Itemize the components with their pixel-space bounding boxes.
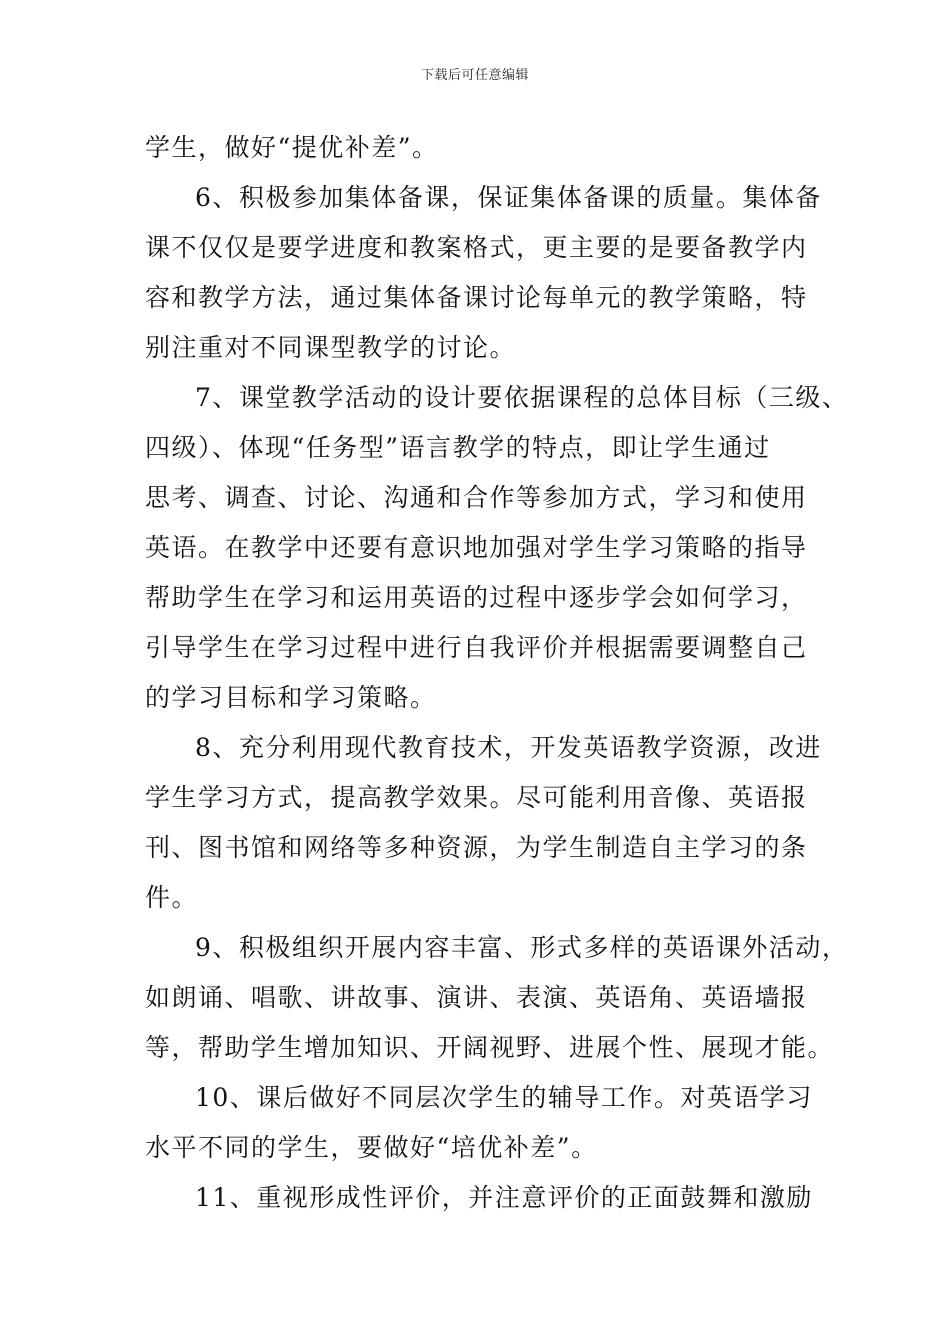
text-line: 等，帮助学生增加知识、开阔视野、进展个性、展现才能。 xyxy=(145,1033,835,1062)
text-line: 引导学生在学习过程中进行自我评价并根据需要调整自己 xyxy=(145,633,808,662)
text-line: 四级）、体现“任务型”语言教学的特点，即让学生通过 xyxy=(145,433,771,462)
text-line: 如朗诵、唱歌、讲故事、演讲、表演、英语角、英语墙报 xyxy=(145,983,808,1012)
text-line: 别注重对不同课型教学的讨论。 xyxy=(145,333,517,362)
text-line: 学生学习方式，提高教学效果。尽可能利用音像、英语报 xyxy=(145,783,808,812)
text-line: 10、课后做好不同层次学生的辅导工作。对英语学习 xyxy=(195,1083,813,1112)
text-line: 7、课堂教学活动的设计要依据课程的总体目标（三级、 xyxy=(195,383,849,412)
text-line: 8、充分利用现代教育技术，开发英语教学资源，改进 xyxy=(195,733,822,762)
text-line: 刊、图书馆和网络等多种资源，为学生制造自主学习的条 xyxy=(145,833,808,862)
text-line: 英语。在教学中还要有意识地加强对学生学习策略的指导 xyxy=(145,533,808,562)
text-line: 9、积极组织开展内容丰富、形式多样的英语课外活动， xyxy=(195,933,849,962)
text-line: 6、积极参加集体备课，保证集体备课的质量。集体备 xyxy=(195,183,822,212)
text-line: 件。 xyxy=(145,883,199,912)
header-note: 下载后可任意编辑 xyxy=(420,68,529,83)
text-line: 水平不同的学生，要做好“培优补差”。 xyxy=(145,1133,598,1162)
text-line: 容和教学方法，通过集体备课讨论每单元的教学策略，特 xyxy=(145,283,808,312)
text-line: 11、重视形成性评价，并注意评价的正面鼓舞和激励 xyxy=(195,1183,813,1212)
text-line: 帮助学生在学习和运用英语的过程中逐步学会如何学习， xyxy=(145,583,808,612)
text-line: 思考、调查、讨论、沟通和合作等参加方式，学习和使用 xyxy=(145,483,808,512)
text-line: 课不仅仅是要学进度和教案格式，更主要的是要备教学内 xyxy=(145,233,808,262)
text-line: 的学习目标和学习策略。 xyxy=(145,683,437,712)
text-line: 学生，做好“提优补差”。 xyxy=(145,133,439,162)
